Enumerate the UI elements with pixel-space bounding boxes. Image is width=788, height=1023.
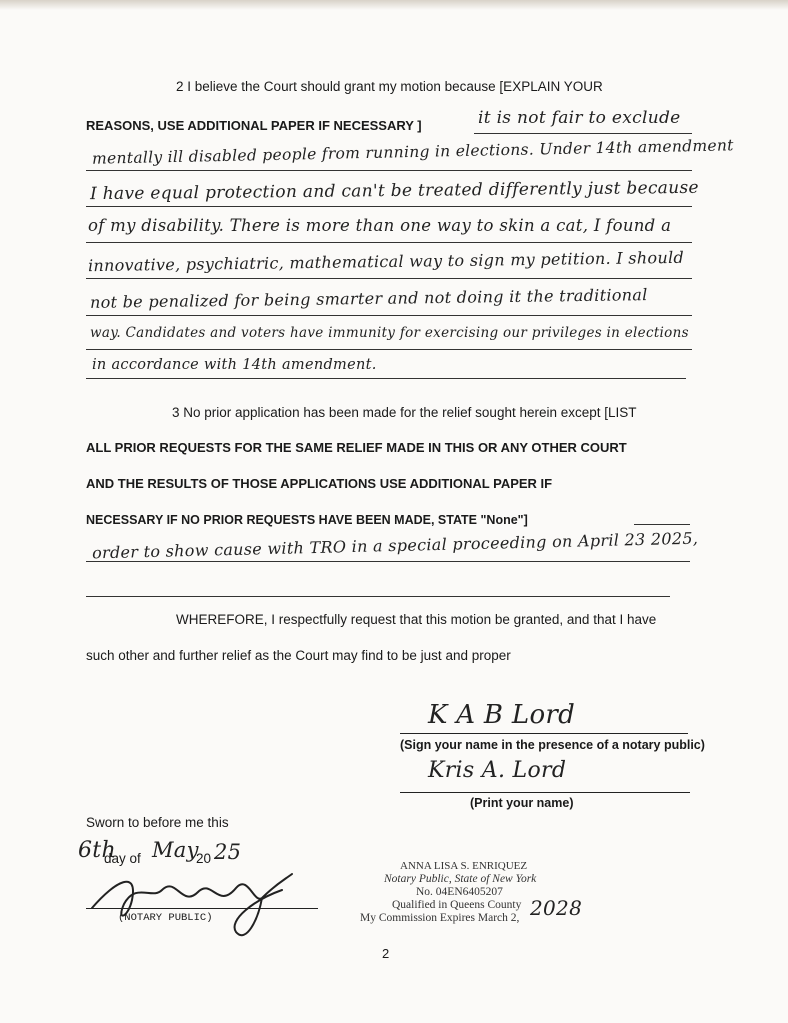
para2-line1 [176, 79, 603, 94]
para2-hand-7: in accordance with 14th amendment. [92, 357, 377, 373]
jurat-year: 25 [214, 840, 242, 864]
para2-rule-0 [474, 133, 692, 134]
para2-hand-5: not be penalized for being smarter and not doing it the traditional [89, 285, 648, 312]
para3-rule-1 [86, 561, 690, 562]
signature-mark: K A B Lord [428, 700, 576, 730]
stamp-title-text: Notary Public, State of New York [384, 873, 537, 885]
para2-hand-6: way. Candidates and voters have immunity for exercising our privileges in elections [90, 325, 689, 341]
para3-rule-2 [86, 596, 670, 597]
stamp-title [384, 873, 536, 885]
stamp-expires: My Commission Expires March 2, [360, 912, 520, 924]
para3-rule-0 [634, 524, 690, 525]
para3-line2: ALL PRIOR REQUESTS FOR THE SAME RELIEF MADE IN THIS OR ANY OTHER COURT [86, 440, 627, 455]
page-number: 2 [382, 946, 390, 961]
para2-rule-7 [86, 378, 686, 379]
para2-line1-text: 2 I believe the Court should grant my motion because [EXPLAIN YOUR [176, 79, 603, 94]
signature-caption: (Sign your name in the presence of a notary public) [400, 738, 705, 752]
para2-rule-5 [86, 315, 692, 316]
page-edge [0, 0, 788, 10]
notary-signature [86, 860, 316, 950]
stamp-expires-year: 2028 [530, 896, 583, 920]
para2-hand-1: mentally ill disabled people from running in elections. Under 14th amendment [91, 136, 734, 168]
print-caption: (Print your name) [470, 796, 574, 810]
sworn-text: Sworn to before me this [86, 815, 229, 830]
para3-hand: order to show cause with TRO in a special proceeding on April 23 2025, [91, 528, 699, 563]
stamp-county: Qualified in Queens County [392, 899, 522, 911]
print-line [400, 792, 690, 793]
para2-rule-2 [86, 206, 692, 207]
wherefore-line2: such other and further relief as the Court may find to be just and proper [86, 648, 511, 663]
wherefore-line1: WHEREFORE, I respectfully request that this motion be granted, and that I have [176, 612, 657, 627]
jurat-day: 6th [78, 838, 116, 863]
para2-hand-0: it is not fair to exclude [478, 108, 681, 128]
jurat-month: May [152, 838, 199, 862]
para3-line4: NECESSARY IF NO PRIOR REQUESTS HAVE BEEN MADE, STATE "None"] [86, 513, 528, 527]
para2-rule-3 [86, 242, 692, 243]
para2-hand-2: I have equal protection and can't be treated differently just because [89, 177, 699, 205]
notary-label: (NOTARY PUBLIC) [118, 912, 213, 924]
para2-rule-1 [86, 170, 692, 171]
jurat-year-prefix: 20 [196, 851, 212, 866]
stamp-name: ANNA LISA S. ENRIQUEZ [400, 860, 528, 872]
para2-line2-prefix: REASONS, USE ADDITIONAL PAPER IF NECESSARY ] [86, 118, 422, 133]
jurat-day-of: day of [104, 851, 141, 866]
signature-line [400, 733, 688, 734]
para3-line1 [172, 405, 637, 420]
stamp-number: No. 04EN6405207 [416, 886, 503, 898]
para2-hand-4: innovative, psychiatric, mathematical way to sign my petition. I should [87, 247, 685, 276]
para2-rule-4 [86, 278, 692, 279]
para2-hand-3: of my disability. There is more than one way to skin a cat, I found a [88, 216, 672, 235]
para2-line2 [86, 118, 422, 133]
para3-line3: AND THE RESULTS OF THOSE APPLICATIONS USE ADDITIONAL PAPER IF [86, 476, 553, 491]
notary-line [86, 908, 318, 909]
printed-name: Kris A. Lord [428, 758, 567, 783]
para3-line1-text: 3 No prior application has been made for the relief sought herein except [LIST [172, 405, 637, 420]
para2-rule-6 [86, 349, 692, 350]
